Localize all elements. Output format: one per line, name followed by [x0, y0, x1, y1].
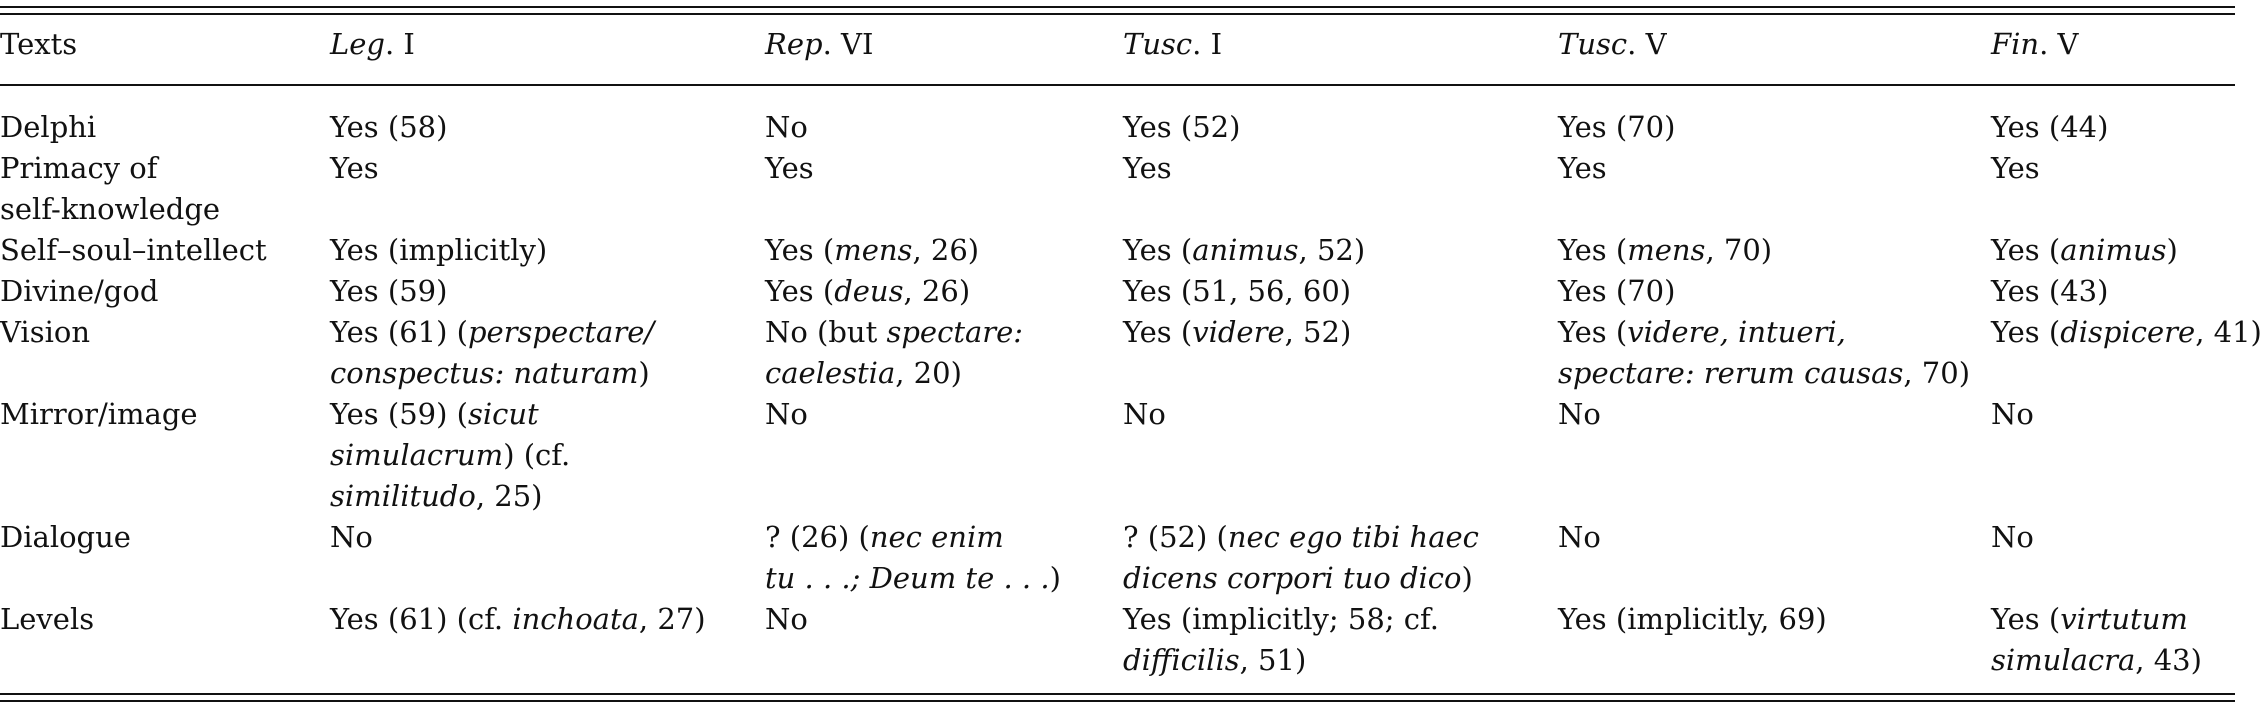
cell-text: )	[638, 356, 650, 390]
cell-text-italic: virtutum	[2060, 602, 2188, 636]
cell-text: Yes (	[1991, 315, 2061, 349]
table-row	[0, 517, 2235, 599]
cell-text-italic: dispicere	[2060, 315, 2196, 349]
cell-text-italic: sicut	[467, 397, 539, 431]
row-label-line: Dialogue	[0, 520, 131, 554]
cell-text: Yes (	[765, 233, 835, 267]
cell-text: )	[2166, 233, 2178, 267]
row-label	[0, 312, 330, 394]
cell-tusc-v	[1558, 394, 1991, 517]
cell-text: Yes	[765, 151, 814, 185]
cell-text: Yes (	[1991, 233, 2061, 267]
cell-text-italic: mens	[834, 233, 913, 267]
cell-rep-vi	[765, 148, 1123, 230]
cell-rep-vi	[765, 230, 1123, 271]
row-label-line: Self–soul–intellect	[0, 233, 267, 267]
cell-text: , 41)	[2195, 315, 2262, 349]
cell-text-italic: similitudo	[330, 479, 476, 513]
cell-text: No	[330, 520, 373, 554]
table-row	[0, 230, 2235, 271]
cell-text: , 26)	[912, 233, 980, 267]
cell-fin-v	[1991, 230, 2235, 271]
cell-text: Yes (	[1991, 602, 2061, 636]
cell-text-italic: mens	[1627, 233, 1706, 267]
cell-tusc-v	[1558, 98, 1991, 148]
cell-text: No	[765, 602, 808, 636]
cell-text: Yes (59) (	[330, 397, 468, 431]
cell-rep-vi	[765, 599, 1123, 681]
cell-text: Yes (implicitly)	[330, 233, 548, 267]
row-label	[0, 230, 330, 271]
cell-tusc-i	[1123, 98, 1558, 148]
cell-text: , 51)	[1239, 643, 1307, 677]
cell-text: Yes (implicitly; 58; cf.	[1123, 602, 1439, 636]
row-label-line: Delphi	[0, 110, 97, 144]
cell-text: Yes (43)	[1991, 274, 2109, 308]
row-label-line: Divine/god	[0, 274, 159, 308]
table-row	[0, 312, 2235, 394]
cell-text: No	[765, 397, 808, 431]
cell-tusc-i	[1123, 148, 1558, 230]
row-label	[0, 98, 330, 148]
table-body	[0, 98, 2262, 681]
cell-text: Yes	[1558, 151, 1607, 185]
table-bottom-rule	[0, 700, 2235, 702]
cell-fin-v	[1991, 271, 2235, 312]
cell-text-italic: animus	[1192, 233, 1299, 267]
cell-text: )	[1049, 561, 1061, 595]
cell-text: Yes (	[1123, 315, 1193, 349]
cell-text-italic: nec enim	[869, 520, 1004, 554]
cell-leg-i	[330, 148, 765, 230]
cell-text: , 70)	[1705, 233, 1773, 267]
cell-text: , 26)	[903, 274, 971, 308]
cell-text: Yes (	[765, 274, 835, 308]
cell-rep-vi	[765, 394, 1123, 517]
row-label-line: Primacy of	[0, 151, 158, 185]
cell-text-italic: perspectare/	[467, 315, 655, 349]
cell-text: No	[1558, 397, 1601, 431]
cell-text-italic: inchoata	[512, 602, 639, 636]
cell-text: Yes	[1991, 151, 2040, 185]
header-tusc-i: Tusc. I	[1123, 27, 1223, 61]
cell-text: , 25)	[475, 479, 543, 513]
table-bottom-rule-inner	[0, 693, 2235, 695]
cell-tusc-i	[1123, 599, 1558, 681]
row-label-line: self-knowledge	[0, 192, 221, 226]
table-header-row	[0, 0, 2235, 98]
table-row	[0, 394, 2235, 517]
cell-tusc-v	[1558, 312, 1991, 394]
cell-text: , 27)	[638, 602, 706, 636]
cell-text: Yes (51, 56, 60)	[1123, 274, 1352, 308]
cell-text: Yes (	[1558, 233, 1628, 267]
cell-text-italic: animus	[2060, 233, 2167, 267]
cell-text: Yes (61) (cf.	[330, 602, 513, 636]
cell-text: Yes (52)	[1123, 110, 1241, 144]
cell-tusc-i	[1123, 394, 1558, 517]
cell-text: , 52)	[1298, 233, 1366, 267]
cell-text-italic: spectare:	[886, 315, 1024, 349]
cell-fin-v	[1991, 98, 2235, 148]
cell-fin-v	[1991, 517, 2235, 599]
cell-leg-i	[330, 98, 765, 148]
cell-text: Yes	[1123, 151, 1172, 185]
header-tusc-v: Tusc. V	[1558, 27, 1667, 61]
cell-text-italic: simulacra	[1991, 643, 2136, 677]
cell-text: No	[1558, 520, 1601, 554]
cell-text: No	[1123, 397, 1166, 431]
row-label	[0, 271, 330, 312]
cell-fin-v	[1991, 599, 2235, 681]
cell-text: Yes (58)	[330, 110, 448, 144]
cell-text: No (but	[765, 315, 887, 349]
cell-text-italic: dicens corpori tuo dico	[1123, 561, 1462, 595]
cell-text: Yes (61) (	[330, 315, 468, 349]
header-leg-i: Leg. I	[330, 27, 415, 61]
cell-fin-v	[1991, 312, 2262, 394]
cell-leg-i	[330, 271, 765, 312]
cell-tusc-i	[1123, 312, 1558, 394]
cell-text-italic: difficilis	[1123, 643, 1240, 677]
row-label-line: Mirror/image	[0, 397, 198, 431]
cell-text-italic: videre, intueri,	[1627, 315, 1846, 349]
cell-tusc-i	[1123, 271, 1558, 312]
cell-text-italic: nec ego tibi haec	[1227, 520, 1479, 554]
row-label	[0, 517, 330, 599]
cell-fin-v	[1991, 148, 2235, 230]
cell-text: Yes	[330, 151, 379, 185]
header-rep-vi: Rep. VI	[765, 27, 874, 61]
cell-text: Yes (70)	[1558, 274, 1676, 308]
cell-text: Yes (implicitly, 69)	[1558, 602, 1827, 636]
cell-tusc-v	[1558, 599, 1991, 681]
cell-leg-i	[330, 517, 765, 599]
cell-text: Yes (44)	[1991, 110, 2109, 144]
table-row	[0, 599, 2235, 681]
cell-tusc-i	[1123, 230, 1558, 271]
cell-text-italic: spectare: rerum causas	[1558, 356, 1904, 390]
cell-text: ? (52) (	[1123, 520, 1228, 554]
cell-text-italic: conspectus: naturam	[330, 356, 639, 390]
cell-text: , 20)	[895, 356, 962, 390]
cell-text-italic: videre	[1192, 315, 1285, 349]
header-texts: Texts	[0, 27, 78, 61]
cell-text: ) (cf.	[503, 438, 571, 472]
cell-rep-vi	[765, 98, 1123, 148]
table-row	[0, 271, 2235, 312]
row-label	[0, 394, 330, 517]
cell-rep-vi	[765, 271, 1123, 312]
cell-tusc-v	[1558, 230, 1991, 271]
cell-text: Yes (70)	[1558, 110, 1676, 144]
cell-text: Yes (	[1558, 315, 1628, 349]
cell-text: ? (26) (	[765, 520, 870, 554]
cell-leg-i	[330, 312, 765, 394]
cell-tusc-v	[1558, 271, 1991, 312]
cell-text: , 70)	[1903, 356, 1971, 390]
cell-rep-vi	[765, 517, 1123, 599]
header-fin-v: Fin. V	[1991, 27, 2079, 61]
row-label	[0, 148, 330, 230]
cell-tusc-v	[1558, 517, 1991, 599]
cell-text: Yes (59)	[330, 274, 448, 308]
cell-text: Yes (	[1123, 233, 1193, 267]
cell-text: , 43)	[2135, 643, 2202, 677]
cell-leg-i	[330, 394, 765, 517]
cell-tusc-i	[1123, 517, 1558, 599]
row-label-line: Vision	[0, 315, 91, 349]
cell-rep-vi	[765, 312, 1123, 394]
row-label	[0, 599, 330, 681]
row-label-line: Levels	[0, 602, 95, 636]
cell-leg-i	[330, 599, 765, 681]
cell-text: No	[1991, 397, 2034, 431]
cell-text-italic: deus	[834, 274, 904, 308]
cell-text: No	[765, 110, 808, 144]
cell-text-italic: simulacrum	[330, 438, 504, 472]
cell-fin-v	[1991, 394, 2235, 517]
cell-text: )	[1461, 561, 1473, 595]
cell-text: No	[1991, 520, 2034, 554]
table-row	[0, 98, 2235, 148]
cell-tusc-v	[1558, 148, 1991, 230]
cell-text-italic: tu . . .; Deum te . . .	[765, 561, 1050, 595]
cell-text: , 52)	[1284, 315, 1352, 349]
table-row	[0, 148, 2235, 230]
cell-leg-i	[330, 230, 765, 271]
cell-text-italic: caelestia	[765, 356, 896, 390]
